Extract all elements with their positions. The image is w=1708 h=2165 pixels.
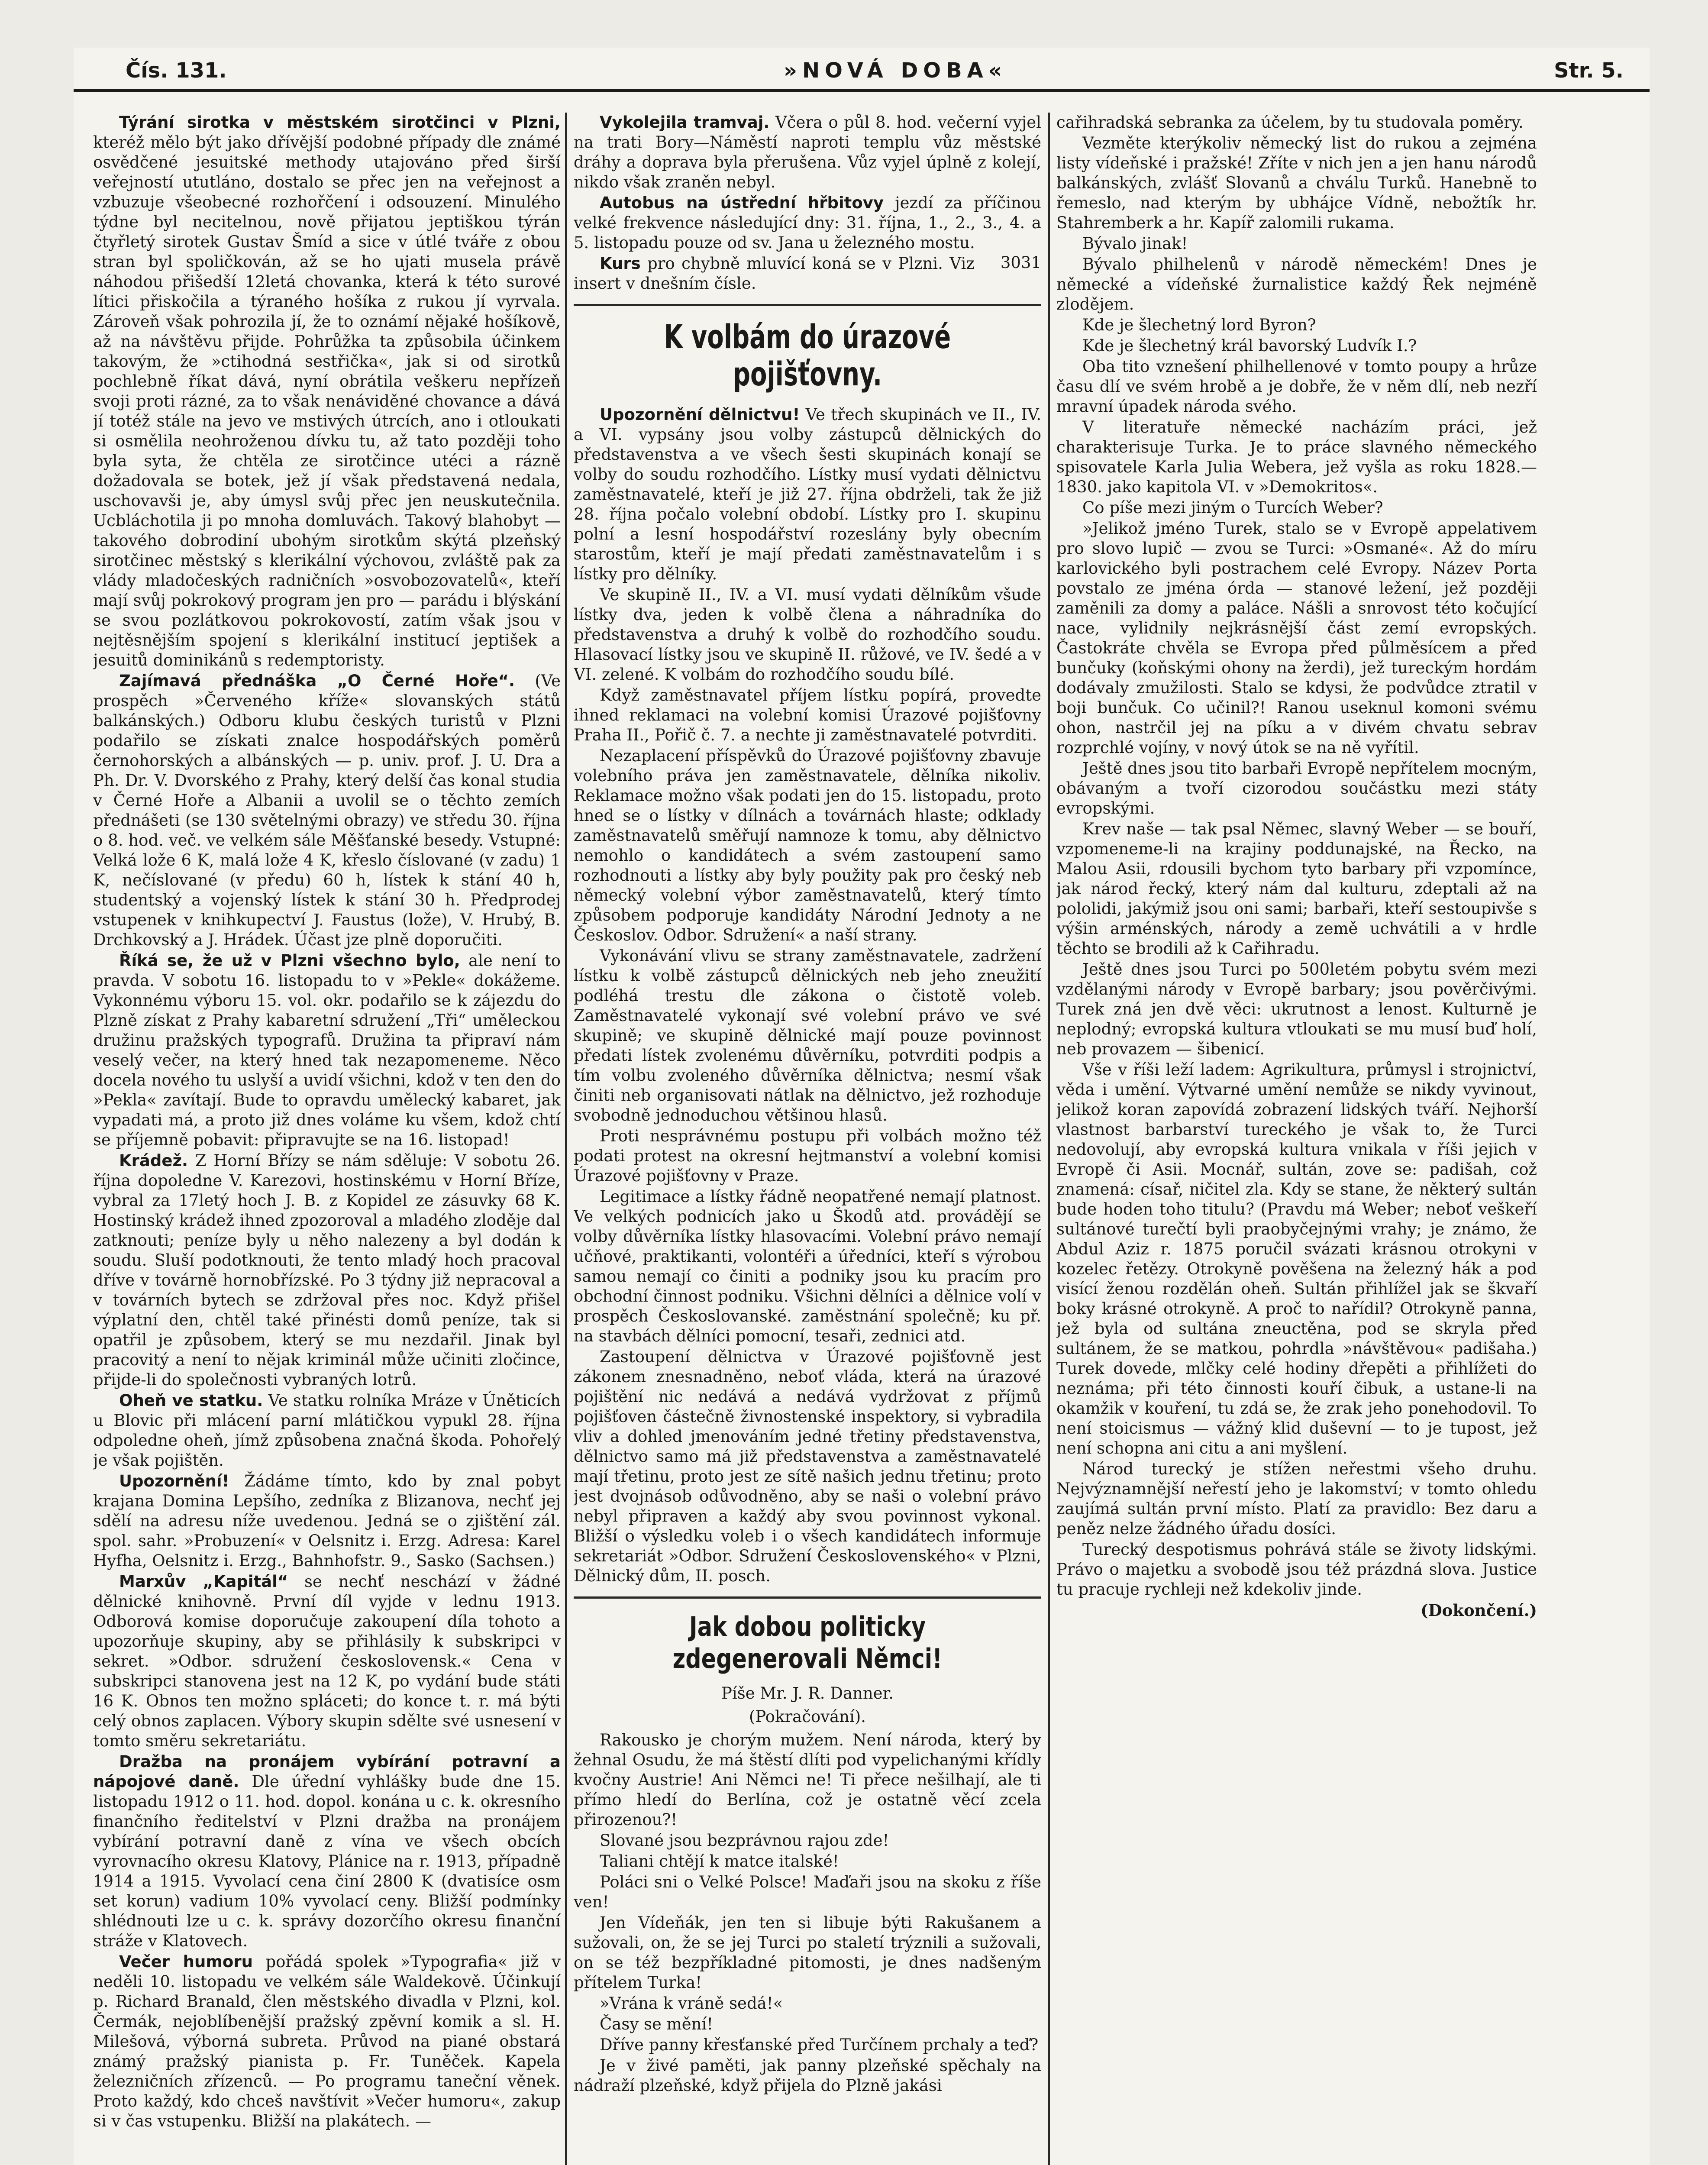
paragraph: Proti nesprávnému postupu při volbách možno též podati protest na okresní hejtmanství a volební komisi Úrazové pojišťovny v Praze. [574, 1127, 1041, 1185]
paragraph: Legitimace a lístky řádně neopatřené nemají platnost. Ve velkých podnicích jako u Škodů atd. provádějí se volby důvěrníka lístky hlasovacími. Volební právo nemají učňové, praktikanti, volontéři a úředníci, kteří s výrobou samou nemají co činiti a podniky jsou ku pracím pro obchodní činnost podniku. Všichni dělníci a dělnice volí v prospěch Českoslovanské. zaměstnání společně; ku př. na stavbách dělníci pomocní, tesaři, zednici atd. [574, 1187, 1041, 1345]
run-in-heading: Dražba na pronájem vybírání potravní a nápojové daně. [93, 1752, 561, 1791]
run-in-heading: Upozornění dělnictvu! [600, 405, 800, 424]
run-in-heading: Autobus na ústřední hřbitovy [600, 194, 884, 212]
article-upozorneni [93, 1471, 561, 1571]
paragraph: Vezměte kterýkoliv německý list do rukou a zejména listy vídeňské i pražské! Zříte v nich jen a jen hanu národů balkánských, zvlášť Slovanů a chválu Turků. Hanebně to řemeslo, nad kterým by ubhájce Vídně, nebožtík hr. Stahremberk a hr. Kapíř zalomili rukama. [1056, 134, 1537, 232]
paragraph-text: pořádá spolek »Typografia« již v neděli 10. listopadu ve velkém sále Waldekově. Účinkují p. Richard Branald, člen městského divadla v Plzni, kol. Čermák, nejoblíbenější pražský zpěvní komik a sl. H. Milešová, výborná subreta. Průvod na piané obstará známý pražský pianista p. Fr. Tuněček. Kapela železničních zřízenců. — Po programu taneční věnek. Proto každý, kdo chceš navštívit »Večer humoru«, zakup si v čas vstupenku. Bližší na plakátech. — [93, 1952, 561, 2130]
run-in-heading: Marxův „Kapitál“ [119, 1572, 288, 1591]
paragraph: Rakousko je chorým mužem. Není národa, který by žehnal Osudu, že má štěstí dlíti pod vypelichanými křídly kvočny Austrie! Ani Němci ne! Ti přece nešilhají, ale ti přímo hledí do Berlína, což je ostatně věcí zcela přirozenou?! [574, 1731, 1041, 1829]
paragraph-text: pro chybně mluvící koná se v Plzni. Viz insert v dnešním čísle. [574, 254, 975, 293]
page-header [74, 52, 1650, 87]
run-in-heading: Oheň ve statku. [119, 1391, 263, 1410]
paragraph: Vše v říši leží ladem: Agrikultura, průmysl i strojnictví, věda i umění. Výtvarné umění nemůže se nikdy vyvinout, jelikož koran zapovídá zobrazení lidských tváří. Nejhorší vlastnost barbarství tureckého je však to, že Turci nedovolují, aby evropská kultura vnikala v říši jejich v Evropě či Asii. Mocnář, sultán, zove se: padišah, což znamená: císař, ničitel zla. Kdy se stane, že některý sultán bude hoden toho titulu? (Pravdu má Weber; neboť veškeří sultánové turečtí byli praobyčejnými vrahy; je známo, že Abdul Aziz r. 1875 poručil svázati krásnou otrokyni v kozelec řetězy. Otrokyně pověšena na železný hák a pod visící ženou rozdělán oheň. Sultán přihlížel jak se škvaří boky krásné otrokyně. A proč to nařídil? Otrokyně panna, jež byla od sultána zneuctěna, pod se skryla před sultánem, že se matkou, pohrdla »návštěvou« padišaha.) Turek dovede, mlčky celé hodiny dřepěti a přihlížeti do neznáma; při této činnosti kouří čibuk, a ustane-li na okamžik v kouření, tu zdá se, že zrak jeho ponehodovil. To není stoicismus — vážný klid duševní — to je tupost, jež není schopna ani citu a ani myšlení. [1056, 1060, 1537, 1457]
paragraph-text: Dle úřední vyhlášky bude dne 15. listopadu 1912 o 11. hod. dopol. konána u c. k. okresního finančního ředitelství v Plzni dražba na pronájem vybírání potravní daně z vína ve všech obcích vyrovnacího okresu Klatovy, Plánice na r. 1913, případně 1914 a 1915. Vyvolací cena činí 2800 K (dvatisíce osm set korun) vadium 10% vyvolací ceny. Bližší podmínky shlédnouti lze u c. k. správy dozorčího okresu finanční stráže v Klatovech. [93, 1772, 561, 1950]
paragraph-text: se nechť neschází v žádné dělnické knihovně. První díl vyjde v lednu 1913. Odborová komise doporučuje zakoupení díla tohoto a upozorňuje skupiny, aby se přihlásily k subskripci v sekret. »Odbor. sdružení československ.« Cena v subskripci stanovena jest na 12 K, po vydání bude státi 16 K. Obnos ten možno spláceti; do konce t. r. má býti celý obnos zaplacen. Výbory skupin sdělte své usnesení v tomto směru sekretariátu. [93, 1572, 561, 1750]
article-cerna-hora [93, 671, 561, 950]
run-in-heading: Krádež. [119, 1151, 188, 1170]
headline-urazova-pojistovna: K volbám do úrazové pojišťovny. [664, 317, 951, 393]
header-rule [74, 89, 1650, 92]
paragraph: Ve skupině II., IV. a VI. musí vydati dělníkům všude lístky dva, jeden k volbě člena a náhradníka do představenstva a druhý k volbě do rozhodčího soudu. Hlasovací lístky jsou ve skupině II. růžové, ve IV. šedé a v VI. zelené. K volbám do rozhodčího soudu bílé. [574, 585, 1041, 684]
section-rule [574, 1596, 1041, 1599]
paragraph: Oba tito vznešení philhellenové v tomto poupy a hrůze času dlí ve svém hrobě a je dobře, že v něm dlí, neb nezří mravní úpadek národa svého. [1056, 357, 1537, 416]
paragraph: Ještě dnes jsou Turci po 500letém pobytu svém mezi vzdělanými národy v Evropě barbary; jsou pověrčivými. Turek zná jen dvě věci: ukrutnost a lenost. Kulturně je neplodný; evropská kultura vtloukati se mu musí buď holí, neb provazem — šibenicí. [1056, 960, 1537, 1058]
column-1 [93, 113, 561, 2165]
article-volby [574, 405, 1041, 584]
run-in-heading: Upozornění! [119, 1472, 229, 1490]
paragraph: Vykonávání vlivu se strany zaměstnavatele, zadržení lístku k volbě zástupců dělnických neb jeho zneužití podléhá trestu dle zákona o čistotě voleb. Zaměstnavatelé vykonají své volební právo ve své skupině; ve skupině dělnické mají pouze povinnost předati lístek zvolenému důvěrníku, potvrditi podpis a tím volbu zvoleného důvěrníka dělnictva; nesmí však činiti neb organisovati nátlak na dělnictvo, jež rozhoduje svobodně jednoduchou většinou hlasů. [574, 947, 1041, 1125]
paragraph-text: Z Horní Břízy se nám sděluje: V sobotu 26. října dopoledne V. Karezovi, hostinskému v Horní Bříze, vybral za 17letý hoch J. B. z Kopidel ze zásuvky 68 K. Hostinský krádež ihned zpozoroval a mladého zloděje dal zatknouti; peníze byly u něho nalezeny a byl dodán k soudu. Sluší podotknouti, že tento mladý hoch pracoval dříve v továrně hornobřízské. Po 3 týdny již nepracoval a v továrních bytech se zdržoval přes noc. Když přišel výplatní den, chtěl také přinésti domů peníze, tak si opatřil je způsobem, který se mu nezdařil. Jinak byl pracovitý a není to nějak kriminál může učiniti zločince, přijde-li do společnosti vybraných lotrů. [93, 1151, 561, 1389]
paragraph-text: ale není to pravda. V sobotu 16. listopadu to v »Pekle« dokážeme. Vykonnému výboru 15. vol. okr. podařilo se k zájezdu do Plzně získat z Prahy kabaretní sdružení „Tři“ uměleckou družinu pražských typografů. Družina ta připraví nám veselý večer, na který hned tak nezapomeneme. Něco docela nového tu uslyší a uvidí všichni, kdož v ten den do »Pekla« zavítají. Bude to opravdu umělecký kabaret, jak vypadati má, a proto již dnes voláme ku všem, kdož chtí se příjemně pobavit: připravujte se na 16. listopad! [93, 951, 561, 1149]
article-sirotcinec [93, 113, 561, 670]
paragraph: Bývalo jinak! [1082, 234, 1188, 253]
paragraph-text: Včera o půl 8. hod. večerní vyjel na trati Bory—Náměstí naproti templu vůz městské dráhy a doprava byla přerušena. Vůz vyjel úplně z kolejí, nikdo však zraněn nebyl. [574, 113, 1041, 191]
column-divider-1 [565, 113, 567, 2165]
byline: Píše Mr. J. R. Danner. [721, 1684, 894, 1703]
article-kapital [93, 1572, 561, 1751]
paragraph: »Jelikož jméno Turek, stalo se v Evropě appelativem pro slovo lupič — zvou se Turci: »Osmané«. Až do míru karlovického byli postrachem celé Evropy. Název Porta povstalo ze jména órda — stanové ležení, jež později zaměnili za domy a paláce. Nášli a snrovost této kočující nace, vylidnily nejkrásnější část zemí evropských. Častokráte chvěla se Evropa před půlměsícem a před bunčuky (koňskými ohony na žerdi), jež tureckým hordám dodávaly zmužilosti. Stalo se kdysi, že podvůdce ztratil v boji bunčuk. Co učinil?! Ranou useknul komoni svému ohon, nastrčil jej na píku a v divém chvatu sebrav rozprchlé vojíny, v nový útok se na ně vyřítil. [1056, 519, 1537, 757]
paragraph: Krev naše — tak psal Němec, slavný Weber — se bouří, vzpomeneme-li na krajiny poddunajské, na Řecko, na Malou Asii, rdousili bychom tyto barbary při vzpomínce, jak národ řecký, který nám dal kulturu, zdeptali až na pololidi, jakýmiž jsou oni sami; barbaři, kteří sestoupivše s výšin arménských, národy a země uchvátili a v hrdle těchto se brodili až k Cařihradu. [1056, 820, 1537, 958]
paragraph: V literatuře německé nacházím práci, jež charakterisuje Turka. Je to práce slavného německého spisovatele Karla Julia Webera, jež vyšla as roku 1828.—1830. jako kapitola VI. v »Demokritos«. [1056, 418, 1537, 496]
paragraph: Bývalo philhelenů v národě německém! Dnes je německé a vídeňské žurnalistice každý Řek nejméně zlodějem. [1056, 255, 1537, 313]
paragraph: Národ turecký je stížen neřestmi všeho druhu. Nejvýznamnější neřestí jeho je lakomství; v tomto ohledu zaujímá sultán první místo. Platí za pravidlo: Bez daru a peněz nelze žádného úřadu dosíci. [1056, 1460, 1537, 1538]
paragraph: Když zaměstnavatel příjem lístku popírá, provedte ihned reklamaci na volební komisi Úrazové pojišťovny Praha II., Pořič č. 7. a nechte ji zaměstnavatelé potvrditi. [574, 686, 1041, 744]
article-drazba [93, 1752, 561, 1951]
paragraph: Co píše mezi jiným o Turcích Weber? [1082, 498, 1383, 517]
paragraph-text: Ve třech skupinách ve II., IV. a VI. vypsány jsou volby zástupců dělnických do představenstva a ve všech šesti skupinách konají se volby do soudu rozhodčího. Lístky musí vydati dělnictvu zaměstnavatelé, kteří je již 27. října obdrželi, tak že již 28. října počalo volební období. Lístky pro I. skupinu polní a lesní hospodářství rozeslány byly obecním starostům, kteří je mají předati zaměstnavatelům i s lístky pro dělníky. [574, 405, 1041, 583]
paragraph: Jen Vídeňák, jen ten si libuje býti Rakušanem a sužovali, on, že se jej Turci po staletí trýznili a sužovali, on se též bezpříkladné pitomosti, je dnes nadšeným přítelem Turka! [574, 1913, 1041, 1992]
paragraph: Zastoupení dělnictva v Úrazové pojišťovně jest zákonem znesnadněno, neboť vláda, která na úrazové pojištění nic nedává a nedává vydržovat z příjmů pojišťoven částečně živnostenské inspektory, si vybradila vliv a dohled jmenováním jedné třetiny představenstva, dělnictvo samo má již představenstva a zaměstnavatelé mají třetinu, proto jest ze sítě našich jednu třetinu; proto jest dvojnásob odůvodněno, aby se naši o volební právo nebyl připraven a každý aby svou povinnost vykonal. Bližší o výsledku voleb i o všech kandidátech informuje sekretariát »Odbor. Sdružení Československého« v Plzni, Dělnický dům, II. posch. [574, 1347, 1041, 1585]
paragraph: Turecký despotismus pohrává stále se životy lidskými. Právo o majetku a svobodě jsou též prázdná slova. Justice tu pracuje rychleji než kdekoliv jinde. [1056, 1540, 1537, 1599]
run-in-heading: Vykolejila tramvaj. [600, 113, 770, 132]
column-divider-2 [1048, 113, 1050, 2165]
notice-number: 3031 [1000, 253, 1041, 272]
run-in-heading: Večer humoru [119, 1952, 253, 1971]
run-in-heading: Zajímavá přednáška „O Černé Hoře“. [119, 672, 515, 690]
newspaper-title: »NOVÁ DOBA« [784, 58, 1007, 83]
paragraph: »Vrána k vráně sedá!« [600, 1994, 783, 2013]
run-in-heading: Říká se, že už v Plzni všechno bylo, [119, 951, 460, 970]
run-in-heading: Kurs [600, 254, 641, 273]
paragraph-text: jezdí za příčinou velké frekvence následující dny: 31. října, 1., 2., 3., 4. a 5. listopadu pouze od sv. Jana u železného mostu. [574, 194, 1041, 252]
paragraph: Časy se mění! [600, 2015, 714, 2033]
article-plzen-bylo [93, 951, 561, 1150]
paragraph: Slované jsou bezprávnou rajou zde! [600, 1831, 889, 1850]
paragraph: Kde je šlechetný král bavorský Ludvík I.? [1082, 336, 1417, 355]
paragraph-text: Žádáme tímto, kdo by znal pobyt krajana Domina Lepšího, zedníka z Blizanova, nechť jej sdělí na adresu níže uvedenou. Jedná se o zjištění zál. spol. sahr. »Probuzení« v Oelsnitz i. Erzg. Adresa: Karel Hyfha, Oelsnitz i. Erzg., Bahnhofstr. 9., Sasko (Sachsen.) [93, 1472, 561, 1570]
column-2 [574, 113, 1041, 2165]
continuation-note: (Pokračování). [749, 1707, 866, 1726]
column-3 [1056, 113, 1537, 2165]
paragraph: Poláci sni o Velké Polsce! Maďaři jsou na skoku z říše ven! [574, 1873, 1041, 1911]
paragraph-text: kteréž mělo být jako dřívější podobné případy dle známé osvědčené jesuitské methody utajováno před širší veřejností ututláno, dostalo se přec jen na veřejnost a vzbuzuje všeobecné rozhořčení i odsouzení. Minulého týdne byl necitelnou, nově přijatou jeptiškou týrán čtyřletý sirotek Gustav Šmíd a sice v útlé tváře z obou stran byl spoličkován, až se ho ujati musela právě náhodou přišedší 12letá chovanka, která k této surové lítici přiskočila a týraného hošíka z rukou jí vyrvala. Zároveň však pohrozila jí, že to oznámí nějaké hošíkově, až na návštěvu přijde. Pohrůžka ta způsobila účinkem takovým, že »ctihodná sestřička«, jak si od sirotků pochlebně říkat dává, nyní obrátila veškeru nepřízeň svoji proti rázné, za to však nenáviděné chovance a dává jí totéž stále na jevo ve mstivých útrcích, ano i otloukati si osmělila neohroženou dívku tu, až tato později toho byla syta, že chtěla ze sirotčince utéci a rázně dožadovala se botek, jež jí však představená nedala, uschovavši je, aby úmysl svůj přec jen neuskutečnila. Ucbláchotila ji po mnoha domluvách. Takový blahobyt — takového dobrodiní ubohým sirotkům skýtá plzeňský sirotčinec městský s klerikální výchovou, zvláště pak za vlády mladočeských radničních »osvobozovatelů«, kteří mají svůj pokrokový program jen pro — parádu i blýskání se svou pozlátkovou pokrokovostí, zatím však jsou v nejtěsnějším spojení s klerikální institucí jeptišek a jesuitů dominikánů s redemptoristy. [93, 133, 561, 669]
page-number: Str. 5. [1554, 58, 1624, 83]
article-tramvaj [574, 113, 1041, 192]
article-kurs [574, 254, 1041, 294]
issue-number: Čís. 131. [126, 58, 227, 83]
article-ohen [93, 1391, 561, 1470]
article-vecer-humoru [93, 1952, 561, 2131]
paragraph: Taliani chtějí k matce italské! [600, 1852, 839, 1871]
run-in-heading: Týrání sirotka v městském sirotčinci v Plzni, [119, 113, 561, 132]
paragraph-text: Ve statku rolníka Mráze v Úněticích u Blovic při mlácení parní mlátičkou vypukl 28. října odpoledne oheň, jímž způsobena značná škoda. Pohořelý je však pojištěn. [93, 1391, 561, 1470]
paragraph: cařihradská sebranka za účelem, by tu studovala poměry. [1056, 113, 1524, 132]
paragraph: Nezaplacení příspěvků do Úrazové pojišťovny zbavuje volebního práva jen zaměstnavatele, dělníka nikoliv. Reklamace možno však podati jen do 15. listopadu, proto hned se o lístky v dílnách a továrnách hlaste; odklady zaměstnavatelů směřují namnoze k tomu, aby dělnictvo nemohlo o kandidátech a svém zastoupení samo rozhodnouti a lístky aby byly použity pak pro český neb německý volební výbor zaměstnavatelů, který tímto způsobem podporuje kandidáty Národní Jednoty a ne Českoslov. Odbor. Sdružení« a naší strany. [574, 746, 1041, 944]
section-rule [574, 304, 1041, 306]
paragraph: Kde je šlechetný lord Byron? [1082, 316, 1316, 334]
headline-nemci: Jak dobou politicky zdegenerovali Němci! [672, 1611, 943, 1674]
paragraph: Dříve panny křesťanské před Turčínem prchaly a teď? [600, 2036, 1039, 2054]
paragraph: Ještě dnes jsou tito barbaři Evropě nepřítelem mocným, obávaným a tvoří cizorodou součástku mezi státy evropskými. [1056, 759, 1537, 818]
to-be-continued: (Dokončení.) [1421, 1601, 1537, 1620]
paragraph-text: (Ve prospěch »Červeného kříže« slovanských států balkánských.) Odboru klubu českých turistů v Plzni podařilo se získati znalce hospodářských poměrů černohorských a albánských — p. univ. prof. J. U. Dra a Ph. Dr. V. Dvorského z Prahy, který delší čas konal studia v Černé Hoře a Albanii a uvolil se o těchto zemích přednášeti (se 130 světelnými obrazy) ve středu 30. října o 8. hod. več. ve velkém sále Měšťanské besedy. Vstupné: Velká lože 6 K, malá lože 4 K, křeslo číslované (v zadu) 1 K, nečíslované (v předu) 60 h, lístek k stání 40 h, studentský a vojenský lístek k stání 30 h. Předprodej vstupenek v knihkupectví J. Faustus (lože), V. Hrubý, B. Drchkovský a J. Hrádek. Účast jze plně doporučiti. [93, 672, 561, 949]
paragraph: Je v živé paměti, jak panny plzeňské spěchaly na nádraží plzeňské, když přijela do Plzně jakási [574, 2056, 1041, 2095]
article-kradez [93, 1151, 561, 1390]
